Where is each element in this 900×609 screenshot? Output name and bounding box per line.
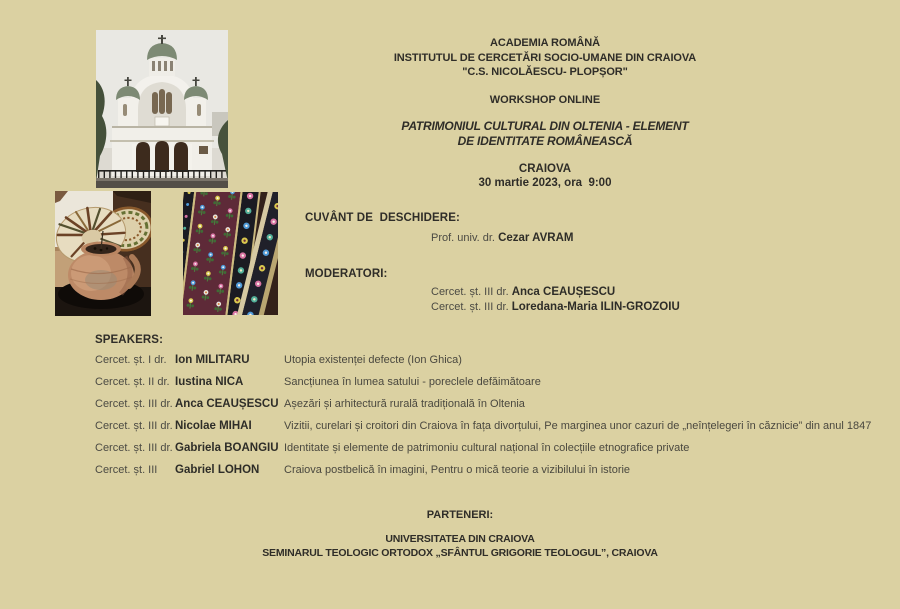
carpet-photo xyxy=(183,192,278,315)
speaker-row: Cercet. șt. III dr. Nicolae MIHAI Vizitii, curelari și croitori din Craiova în fața divorțului, Pe marginea unor cazuri de „neînțelegeri în căznicie” din anul 1847 xyxy=(95,420,872,432)
institute-name-line: "C.S. NICOLĂESCU- PLOPȘOR" xyxy=(462,66,628,78)
academy-line: ACADEMIA ROMÂNĂ xyxy=(490,37,600,49)
event-title-line2: DE IDENTITATE ROMÂNEASCĂ xyxy=(457,134,633,148)
moderators-section-label: MODERATORI: xyxy=(305,268,388,280)
event-title-line1: PATRIMONIUL CULTURAL DIN OLTENIA - ELEMENT xyxy=(401,119,689,133)
opening-speaker-title: Prof. univ. dr. xyxy=(431,232,499,244)
partner-seminary: SEMINARUL TEOLOGIC ORTODOX „SFÂNTUL GRIGORIE TEOLOGUL”, CRAIOVA xyxy=(262,546,658,559)
church-illustration xyxy=(96,30,228,188)
opening-speaker-name: Cezar AVRAM xyxy=(498,232,574,244)
speaker-row: Cercet. șt. II dr. Iustina NICA Sancțiunea în lumea satului - poreclele defăimătoare xyxy=(95,376,541,388)
church-photo xyxy=(96,30,228,188)
carpet-illustration xyxy=(183,192,278,315)
event-location: CRAIOVA xyxy=(518,163,572,175)
speakers-section-label: SPEAKERS: xyxy=(95,334,163,346)
institute-line: INSTITUTUL DE CERCETĂRI SOCIO-UMANE DIN CRAIOVA xyxy=(393,51,697,64)
pottery-illustration xyxy=(55,191,151,316)
partners-block xyxy=(20,508,900,560)
event-datetime: 30 martie 2023, ora 9:00 xyxy=(478,177,612,189)
speaker-row: Cercet. șt. III dr. Anca CEAUȘESCU Așezări și arhitectură rurală tradițională în Oltenia xyxy=(95,398,525,410)
pottery-photo xyxy=(55,191,151,316)
opening-speaker xyxy=(431,231,573,245)
partners-section-label: PARTENERI: xyxy=(426,509,494,521)
speaker-row: Cercet. șt. I dr. Ion MILITARU Utopia existenței defecte (Ion Ghica) xyxy=(95,354,462,366)
moderators-list xyxy=(431,285,680,315)
speaker-row: Cercet. șt. III dr. Gabriela BOANGIU Identitate și elemente de patrimoniu cultural național în colecțiile etnografice private xyxy=(95,442,690,454)
workshop-type: WORKSHOP ONLINE xyxy=(489,93,601,106)
header-block xyxy=(320,36,770,190)
moderator-row: Cercet. șt. III dr. Loredana-Maria ILIN-GROZOIU xyxy=(431,301,680,314)
opening-section-label: CUVÂNT DE DESCHIDERE: xyxy=(305,212,460,224)
speaker-row: Cercet. șt. III Gabriel LOHON Craiova postbelică în imagini, Pentru o mică teorie a vizibilului în istorie xyxy=(95,464,631,476)
moderator-row: Cercet. șt. III dr. Anca CEAUȘESCU xyxy=(431,286,616,298)
speakers-list xyxy=(95,354,895,486)
partner-university: UNIVERSITATEA DIN CRAIOVA xyxy=(385,533,535,545)
